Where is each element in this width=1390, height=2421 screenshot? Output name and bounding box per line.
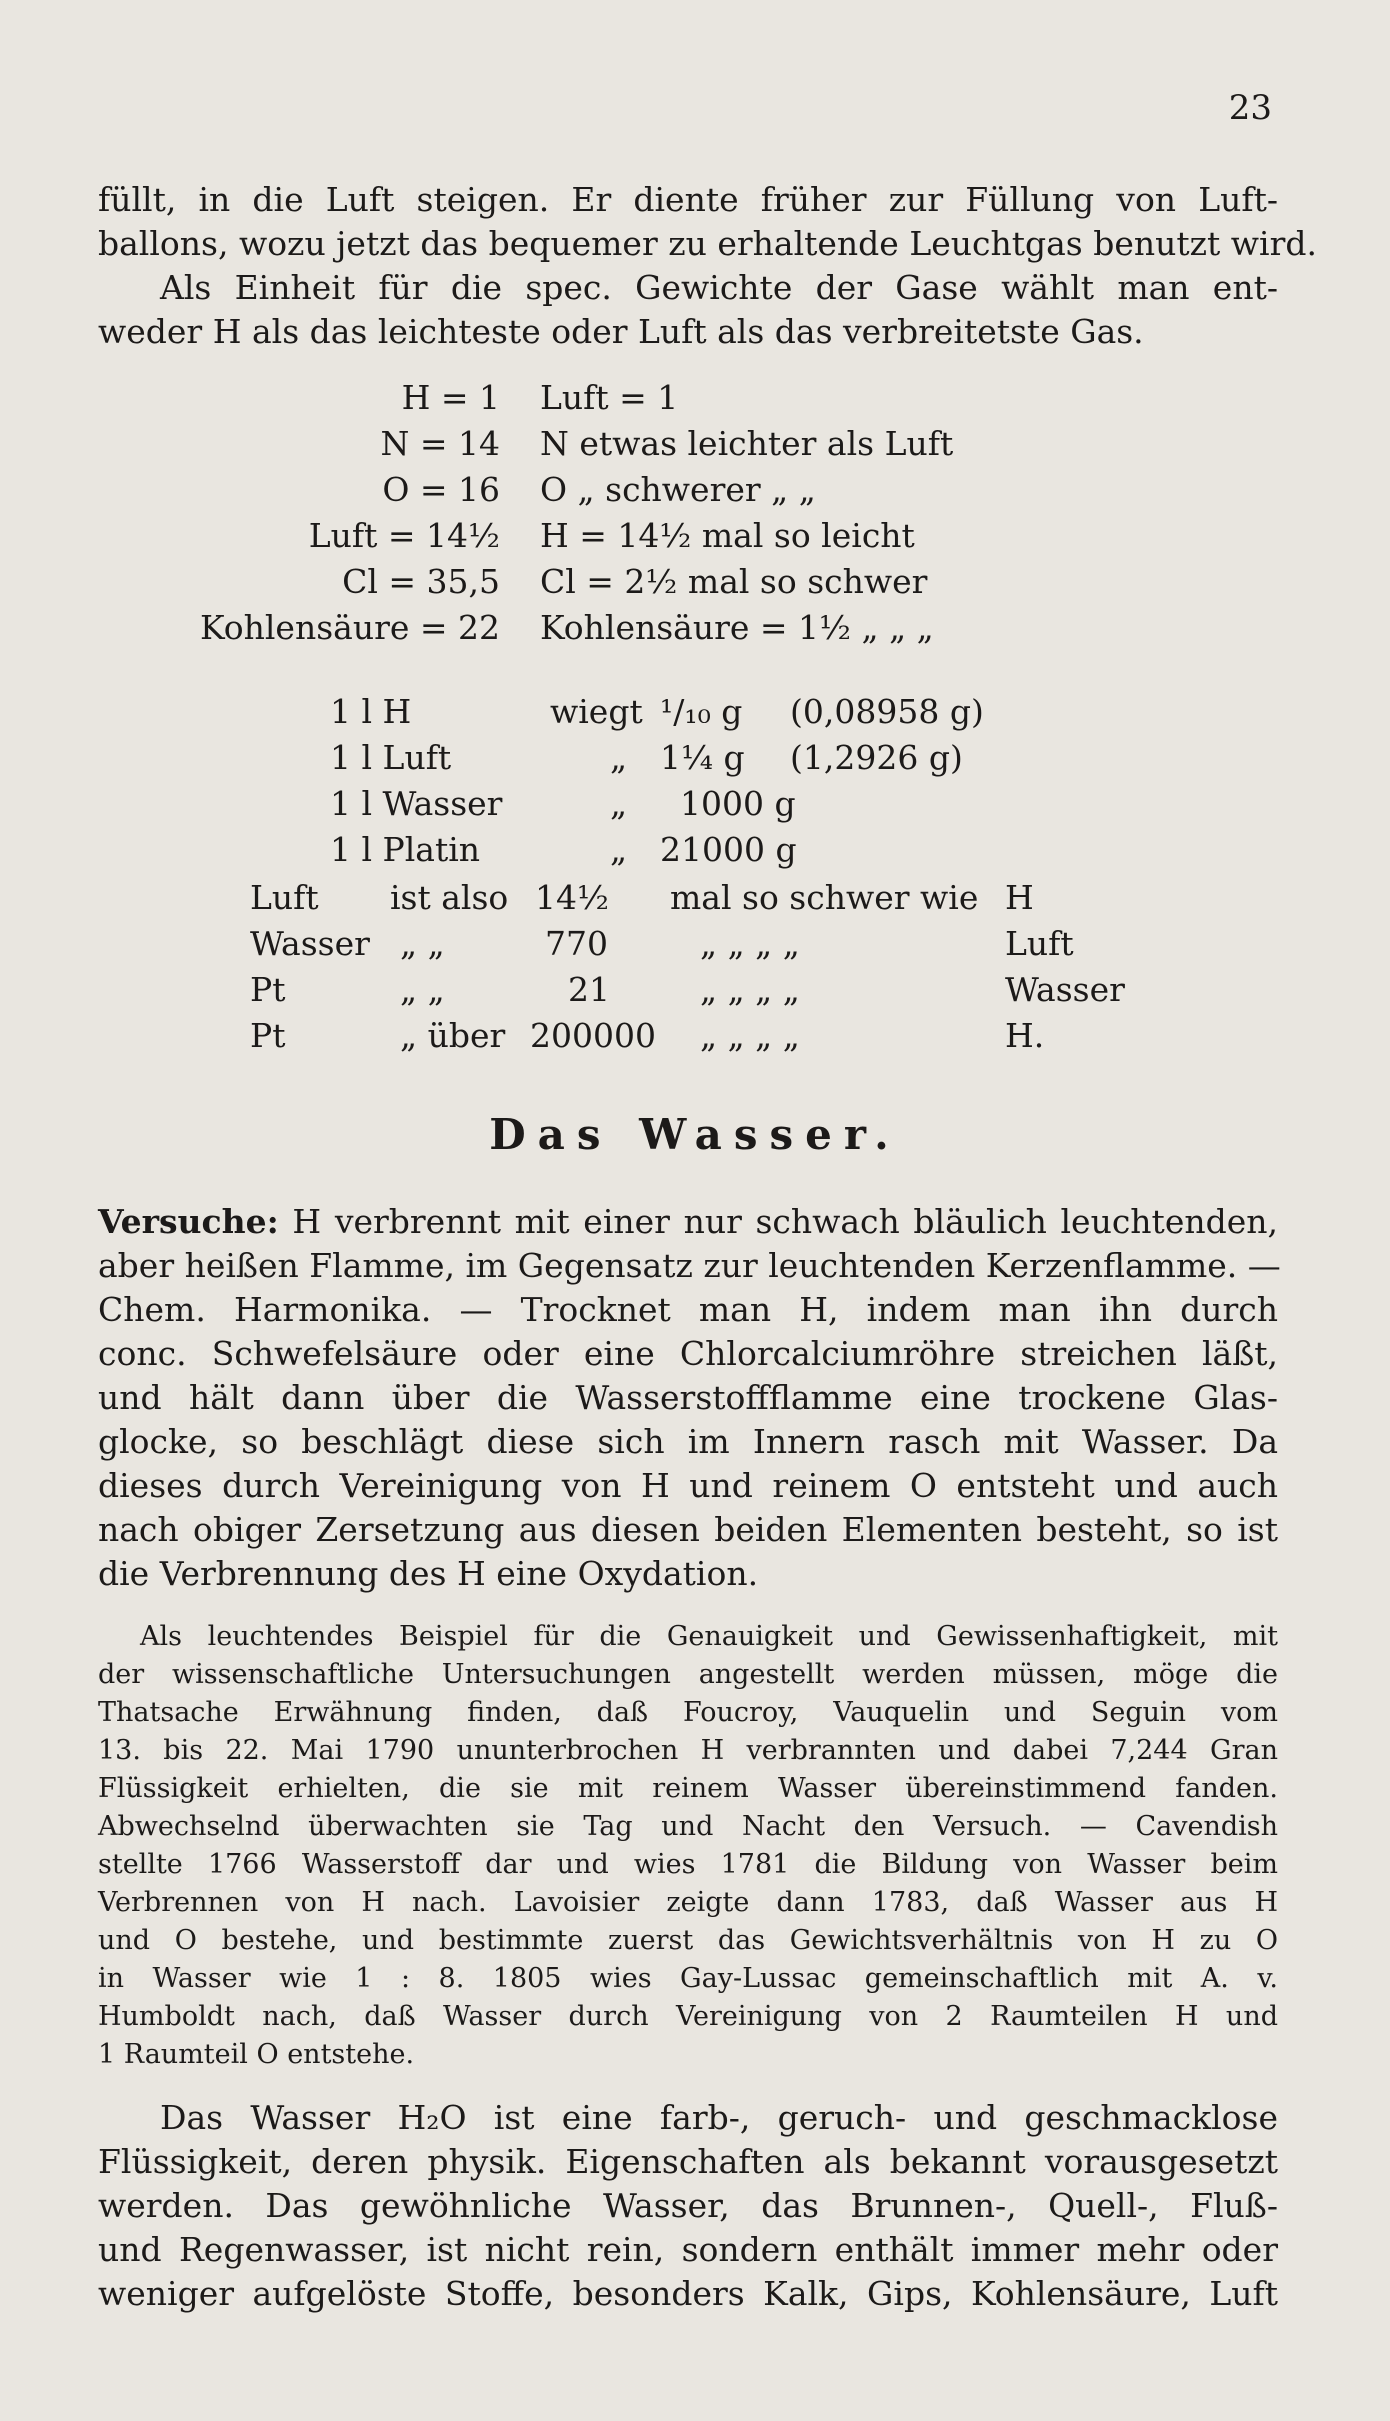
density-right: Luft = 1 [540,378,679,417]
density-right: O „ schwerer „ „ [540,470,816,509]
versuche-line: conc. Schwefelsäure oder eine Chlorcalciumröhre streichen läßt, [98,1334,1278,1373]
weight-exact: (0,08958 g) [790,692,984,731]
versuche-line: Chem. Harmonika. — Trocknet man H, indem man ihn durch [98,1290,1278,1329]
ratio-factor: 21 [568,970,610,1009]
versuche-line: nach obiger Zersetzung aus diesen beiden Elementen besteht, so ist [98,1510,1278,1549]
intro-line: weder H als das leichteste oder Luft als das verbreitetste Gas. [98,312,1144,351]
ratio-subject: Pt [250,1016,286,1055]
history-line: der wissenschaftliche Untersuchungen angestellt werden müssen, möge die [98,1659,1278,1690]
history-line: Abwechselnd überwachten sie Tag und Nacht den Versuch. — Cavendish [98,1811,1278,1842]
versuche-line: die Verbrennung des H eine Oxydation. [98,1554,759,1593]
wasser-line: und Regenwasser, ist nicht rein, sondern enthält immer mehr oder [98,2230,1278,2269]
section-heading: Das Wasser. [489,1110,901,1159]
weight-verb: „ [610,784,628,823]
versuche-line: glocke, so beschlägt diese sich im Innern rasch mit Wasser. Da [98,1422,1278,1461]
weight-value: 1000 g [680,784,796,823]
ratio-reference: Luft [1005,924,1074,963]
density-right: Kohlensäure = 1½ „ „ „ [540,608,934,647]
ratio-phrase: „ „ „ „ [700,970,800,1009]
ratio-link: „ „ [400,924,445,963]
density-right: N etwas leichter als Luft [540,424,954,463]
history-line: Thatsache Erwähnung finden, daß Foucroy, Vauquelin und Seguin vom [98,1697,1278,1728]
ratio-phrase: „ „ „ „ [700,924,800,963]
ratio-reference: H [1005,878,1034,917]
weight-exact: (1,2926 g) [790,738,963,777]
wasser-line: Flüssigkeit, deren physik. Eigenschaften als bekannt vorausgesetzt [98,2142,1278,2181]
page-number: 23 [1228,88,1272,128]
weight-item: 1 l Wasser [330,784,503,823]
ratio-factor: 200000 [530,1016,656,1055]
ratio-factor: 14½ [535,878,609,917]
versuche-line [98,1200,1278,1244]
history-line: und O bestehe, und bestimmte zuerst das Gewichtsverhältnis von H zu O [98,1925,1278,1956]
density-left: Kohlensäure = 22 [199,608,500,647]
versuche-text: H verbrennt mit einer nur schwach bläulich leuchtenden, [292,1202,1278,1241]
density-left: Luft = 14½ [308,516,500,555]
weight-value: ¹/₁₀ g [660,692,743,731]
weight-verb: „ [610,738,628,777]
ratio-link: ist also [390,878,509,917]
history-line: 1 Raumteil O entstehe. [98,2039,415,2070]
ratio-link: „ „ [400,970,445,1009]
ratio-phrase: mal so schwer wie [670,878,979,917]
ratio-reference: Wasser [1005,970,1125,1009]
weight-item: 1 l Platin [330,830,481,869]
density-left: N = 14 [380,424,500,463]
weight-value: 1¼ g [660,738,745,777]
history-line: in Wasser wie 1 : 8. 1805 wies Gay-Lussac gemeinschaftlich mit A. v. [98,1963,1278,1994]
ratio-factor: 770 [545,924,608,963]
history-line: Flüssigkeit erhielten, die sie mit reinem Wasser übereinstimmend fanden. [98,1773,1278,1804]
weight-verb: „ [610,830,628,869]
intro-line: füllt, in die Luft steigen. Er diente früher zur Füllung von Luft- [98,180,1278,219]
versuche-line: aber heißen Flamme, im Gegensatz zur leuchtenden Kerzenflamme. — [98,1246,1281,1285]
history-line: Humboldt nach, daß Wasser durch Vereinigung von 2 Raumteilen H und [98,2001,1278,2032]
versuche-line: und hält dann über die Wasserstoffflamme eine trockene Glas- [98,1378,1278,1417]
history-line: Verbrennen von H nach. Lavoisier zeigte dann 1783, daß Wasser aus H [98,1887,1278,1918]
weight-verb: wiegt [550,692,643,731]
ratio-subject: Luft [250,878,319,917]
ratio-reference: H. [1005,1016,1045,1055]
history-line: stellte 1766 Wasserstoff dar und wies 1781 die Bildung von Wasser beim [98,1849,1278,1880]
density-left: H = 1 [401,378,500,417]
weight-item: 1 l H [330,692,412,731]
density-left: O = 16 [382,470,500,509]
weight-value: 21000 g [660,830,797,869]
versuche-line: dieses durch Vereinigung von H und reinem O entsteht und auch [98,1466,1278,1505]
ratio-subject: Pt [250,970,286,1009]
ratio-link: „ über [400,1016,506,1055]
density-right: H = 14½ mal so leicht [540,516,915,555]
wasser-line: werden. Das gewöhnliche Wasser, das Brunnen-, Quell-, Fluß- [98,2186,1278,2225]
history-line: 13. bis 22. Mai 1790 ununterbrochen H verbrannten und dabei 7,244 Gran [98,1735,1278,1766]
density-right: Cl = 2½ mal so schwer [540,562,928,601]
versuche-label: Versuche: [98,1202,279,1241]
ratio-subject: Wasser [250,924,370,963]
density-left: Cl = 35,5 [342,562,500,601]
ratio-phrase: „ „ „ „ [700,1016,800,1055]
weight-item: 1 l Luft [330,738,452,777]
history-line: Als leuchtendes Beispiel für die Genauigkeit und Gewissenhaftigkeit, mit [140,1621,1278,1652]
wasser-line: Das Wasser H₂O ist eine farb-, geruch- und geschmacklose [160,2098,1278,2137]
intro-line: ballons, wozu jetzt das bequemer zu erhaltende Leuchtgas benutzt wird. [98,224,1317,263]
intro-line: Als Einheit für die spec. Gewichte der Gase wählt man ent- [160,268,1278,307]
wasser-line: weniger aufgelöste Stoffe, besonders Kalk, Gips, Kohlensäure, Luft [98,2274,1278,2313]
